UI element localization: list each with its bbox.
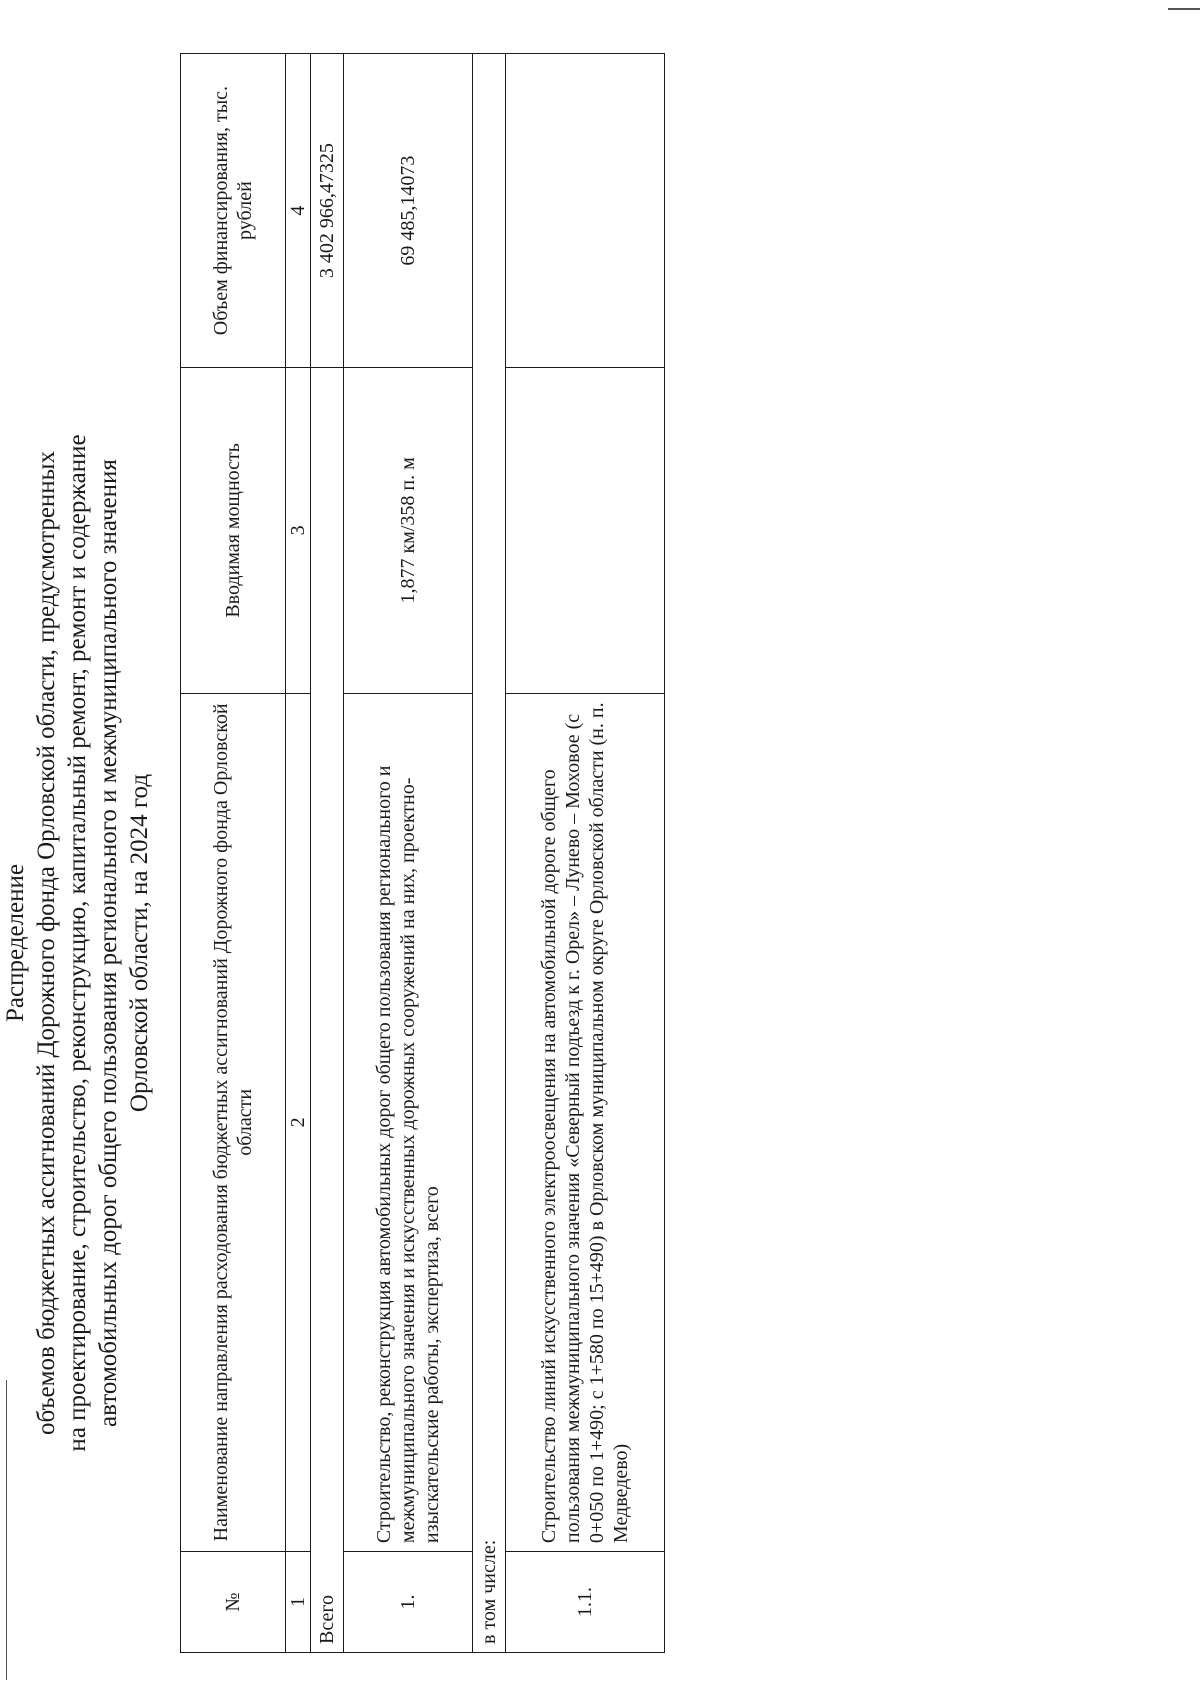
table-header-row bbox=[181, 54, 286, 1653]
including-row bbox=[473, 54, 506, 1653]
header-name: Наименование направления расходования бюджетных ассигнований Дорожного фонда Орловской области bbox=[181, 693, 286, 1551]
column-number-row bbox=[286, 54, 311, 1653]
row-name: Строительство, реконструкция автомобильных дорог общего пользования регионального и межмуниципального значения и искусственных дорожных сооружений на них, проектно-изыскательские работы, экспертиза, всего bbox=[344, 693, 473, 1551]
row-name: Строительство линий искусственного электроосвещения на автомобильной дороге общего пользования межмуниципального значения «Северный подъезд к г. Орел» – Лунево – Моховое (с 0+050 по 1+490; с 1+580 по 15+490) в Орловском муниципальном округе Орловской области (н. п. Медведево) bbox=[506, 693, 665, 1551]
header-amount: Объем финансирования, тыс. рублей bbox=[181, 54, 286, 368]
allocation-table bbox=[180, 53, 665, 1653]
title-heading: Распределение bbox=[2, 864, 29, 1022]
total-value: 3 402 966,47325 bbox=[311, 54, 344, 368]
title-line4: Орловской области, на 2024 год bbox=[126, 773, 153, 1113]
table-row bbox=[344, 54, 473, 1653]
row-amount bbox=[506, 54, 665, 368]
row-amount: 69 485,14073 bbox=[344, 54, 473, 368]
total-row bbox=[311, 54, 344, 1653]
row-number: 1. bbox=[344, 1552, 473, 1653]
title-line3: автомобильных дорог общего пользования регионального и межмуниципального значения bbox=[95, 459, 122, 1427]
total-label: Всего bbox=[311, 368, 344, 1653]
document-title bbox=[0, 253, 155, 1633]
header-capacity: Вводимая мощность bbox=[181, 368, 286, 693]
row-capacity: 1,877 км/358 п. м bbox=[344, 368, 473, 693]
row-number: 1.1. bbox=[506, 1552, 665, 1653]
row-capacity bbox=[506, 368, 665, 693]
table-row bbox=[506, 54, 665, 1653]
including-label: в том числе: bbox=[473, 54, 506, 1653]
column-number: 4 bbox=[286, 54, 311, 368]
title-line1: объемов бюджетных ассигнований Дорожного фонда Орловской области, предусмотренных bbox=[33, 451, 60, 1435]
rotated-document bbox=[2, 53, 1190, 1653]
header-number: № bbox=[181, 1552, 286, 1653]
column-number: 1 bbox=[286, 1552, 311, 1653]
column-number: 3 bbox=[286, 368, 311, 693]
column-number: 2 bbox=[286, 693, 311, 1551]
title-line2: на проектирование, строительство, реконструкцию, капитальный ремонт, ремонт и содержание bbox=[64, 434, 91, 1452]
